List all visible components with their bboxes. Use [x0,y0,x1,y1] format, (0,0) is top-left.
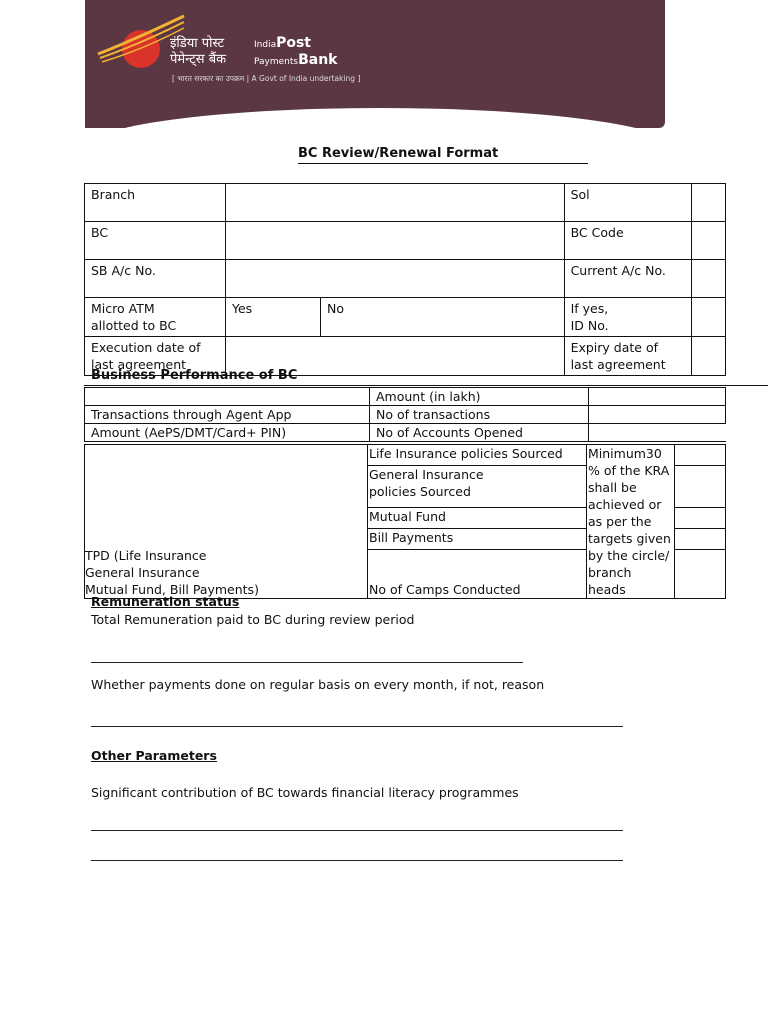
bc-details-table [84,183,726,376]
general-insurance-label: General Insurance policies Sourced [368,466,587,507]
id-no-label: If yes, ID No. [564,298,691,337]
blank-cell [85,388,370,406]
hindi-bank-name: इंडिया पोस्ट पेमेन्ट्स बैंक [170,36,227,67]
no-option[interactable]: No [321,298,565,337]
performance-table [84,387,726,442]
page-title: BC Review/Renewal Format [298,146,499,161]
english-bank-name: IndiaPost PaymentsBank [254,35,338,68]
execution-date-label: Execution date of last agreement [85,337,226,376]
no-transactions-label: No of transactions [370,406,589,424]
tagline: [ भारत सरकार का उपक्रम | A Govt of India undertaking ] [172,74,361,83]
total-remuneration-line[interactable] [91,662,523,663]
sol-field[interactable] [691,184,725,222]
literacy-line-1[interactable] [91,830,623,831]
micro-atm-label: Micro ATM allotted to BC [85,298,226,337]
life-insurance-label: Life Insurance policies Sourced [368,445,587,466]
remuneration-heading: Remuneration status [91,594,240,609]
branch-field[interactable] [226,184,565,222]
amount-lakh-field[interactable] [589,388,726,406]
accounts-opened-field[interactable] [589,424,726,442]
bc-code-label: BC Code [564,222,691,260]
current-label: Current A/c No. [564,260,691,298]
transactions-label: Transactions through Agent App [85,406,370,424]
mutual-fund-field[interactable] [675,507,726,528]
sol-label: Sol [564,184,691,222]
section-rule [84,385,768,386]
bc-code-field[interactable] [691,222,725,260]
sb-field[interactable] [226,260,565,298]
amount-aeps-label: Amount (AePS/DMT/Card+ PIN) [85,424,370,442]
bill-payments-field[interactable] [675,528,726,549]
kra-note: Minimum30 % of the KRA shall be achieved or as per the targets given by the circle/ branch heads [587,445,675,599]
life-insurance-field[interactable] [675,445,726,466]
general-insurance-field[interactable] [675,466,726,507]
literacy-label: Significant contribution of BC towards financial literacy programmes [91,785,519,800]
tpd-label: TPD (Life Insurance General Insurance Mutual Fund, Bill Payments) [85,445,368,599]
yes-option[interactable]: Yes [226,298,321,337]
accounts-opened-label: No of Accounts Opened [370,424,589,442]
bill-payments-label: Bill Payments [368,528,587,549]
mutual-fund-label: Mutual Fund [368,507,587,528]
literacy-line-2[interactable] [91,860,623,861]
current-field[interactable] [691,260,725,298]
other-parameters-heading: Other Parameters [91,748,217,763]
bc-label: BC [85,222,226,260]
id-no-field[interactable] [691,298,725,337]
regular-payments-label: Whether payments done on regular basis on every month, if not, reason [91,677,545,692]
sb-label: SB A/c No. [85,260,226,298]
total-remuneration-label: Total Remuneration paid to BC during review period [91,612,415,627]
no-transactions-field[interactable] [589,406,726,424]
expiry-date-field[interactable] [691,337,725,376]
regular-payments-line[interactable] [91,726,623,727]
tpd-table [84,444,726,599]
camps-field[interactable] [675,550,726,599]
title-underline [298,163,588,164]
amount-lakh-label: Amount (in lakh) [370,388,589,406]
branch-label: Branch [85,184,226,222]
business-performance-heading: Business Performance of BC [91,368,298,383]
expiry-date-label: Expiry date of last agreement [564,337,691,376]
bc-field[interactable] [226,222,565,260]
camps-label: No of Camps Conducted [368,550,587,599]
